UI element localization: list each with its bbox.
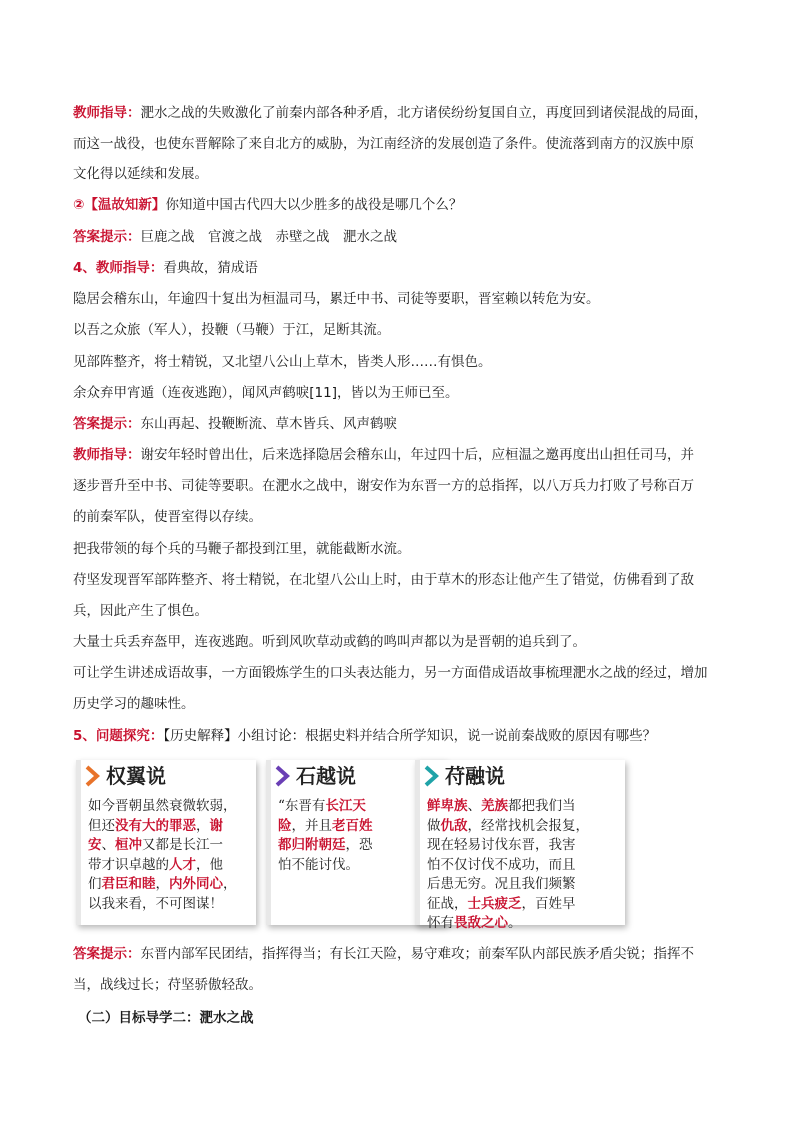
- card-line: [88, 875, 253, 895]
- teacher-guide-1-line3: [73, 164, 723, 184]
- card-highlight-text: 君臣和睦: [101, 876, 156, 892]
- review-label: ②【温故知新】: [73, 197, 166, 213]
- card-text: 但还: [88, 817, 115, 834]
- card-accent-bar: [76, 760, 81, 925]
- source-card-furong: [415, 760, 625, 931]
- teacher-guide-label: 教师指导：: [73, 105, 141, 121]
- card-highlight-text: 仇敌: [440, 817, 468, 834]
- section-4-label: 4、教师指导：: [73, 260, 164, 276]
- card-text: 。: [508, 915, 522, 931]
- card-line: [427, 817, 622, 837]
- card-text: ，经常找机会报复，: [467, 817, 589, 834]
- card-text: ，并且: [291, 817, 332, 834]
- card-line: [88, 836, 253, 856]
- card-text: 都把我们当: [508, 798, 576, 814]
- card-accent-bar: [266, 760, 271, 925]
- card-text: ，: [155, 876, 169, 892]
- card-body: [88, 797, 253, 914]
- card-line: [427, 836, 622, 856]
- chevron-right-icon: [423, 765, 441, 787]
- idiom-clue-3: 见部阵整齐，将士精锐，又北望八公山上草木，皆类人形……有惧色。: [73, 354, 492, 370]
- explanation-line-4: 大量士兵丢弃盔甲，连夜逃跑。听到风吹草动或鹤的鸣叫声都以为是晋朝的追兵到了。: [73, 634, 586, 650]
- paragraph-text: 文化得以延续和发展。: [73, 166, 208, 182]
- card-highlight-text: 险: [278, 817, 292, 834]
- answer-text: 巨鹿之战 官渡之战 赤壁之战 淝水之战: [140, 229, 397, 245]
- idiom-clue-1: 隐居会稽东山，年逾四十复出为桓温司马，累迁中书、司徒等要职，晋室赖以转危为安。: [73, 291, 600, 307]
- paragraph-text: 的前秦军队，使晋室得以存续。: [73, 509, 262, 525]
- card-highlight-text: 长江天: [325, 798, 366, 814]
- review-question: [73, 195, 723, 215]
- card-highlight-text: 内外同心: [169, 876, 223, 892]
- card-highlight-text: 桓冲: [115, 837, 142, 853]
- explanation-line-6: 历史学习的趣味性。: [73, 696, 195, 712]
- card-text: 现在轻易讨伐东晋，我害: [427, 837, 576, 853]
- card-text: 又都是长江一: [142, 837, 223, 853]
- card-text: ，: [196, 817, 210, 834]
- teacher-guide-label: 教师指导：: [73, 447, 141, 463]
- paragraph-text: 而这一战役，也使东晋解除了来自北方的威胁，为江南经济的发展创造了条件。使流落到南方的汉族中原: [73, 136, 694, 152]
- card-text: ，: [223, 876, 237, 892]
- card-title: 石越说: [296, 764, 356, 788]
- section-4-text: 看典故，猜成语: [163, 260, 258, 276]
- explanation-line-2: 苻坚发现晋军部阵整齐、将士精锐，在北望八公山上时，由于草木的形态让他产生了错觉，仿佛看到了敌: [73, 572, 694, 588]
- card-line: [88, 797, 253, 817]
- card-text: 们: [88, 876, 102, 892]
- card-line: [427, 914, 622, 934]
- card-highlight-text: 人才: [169, 856, 196, 873]
- teacher-guide-2-line3: [73, 507, 723, 527]
- answer-text: 东山再起、投鞭断流、草木皆兵、风声鹤唳: [140, 416, 397, 432]
- chevron-right-icon: [84, 765, 102, 787]
- card-text: “东晋有: [278, 798, 326, 814]
- card-line: [427, 856, 622, 876]
- card-title: 苻融说: [445, 764, 505, 788]
- card-text: 征战，: [427, 895, 468, 912]
- answer-hint-3-line1: [73, 944, 723, 964]
- card-line: [88, 817, 253, 837]
- section-5: [73, 726, 723, 746]
- card-title: 权翼说: [106, 764, 166, 788]
- goal-section-heading: （二）目标导学二：淝水之战: [78, 1010, 254, 1026]
- card-text: 、: [467, 798, 481, 814]
- answer-hint-3-line2: 当，战线过长；苻坚骄傲轻敌。: [73, 977, 262, 993]
- chevron-right-icon: [274, 765, 292, 787]
- paragraph-text: 逐步晋升至中书、司徒等要职。在淝水之战中，谢安作为东晋一方的总指挥，以八万兵力打败了号称百万: [73, 478, 694, 494]
- teacher-guide-2-line1: [73, 445, 723, 465]
- card-highlight-text: 都归附朝廷: [278, 837, 346, 853]
- card-accent-bar: [415, 760, 420, 925]
- section-4: [73, 258, 723, 278]
- paragraph-text: 淝水之战的失败激化了前秦内部各种矛盾，北方诸侯纷纷复国自立，再度回到诸侯混战的局面，: [140, 105, 708, 121]
- teacher-guide-1-line1: [73, 103, 723, 123]
- source-card-quanyi: [76, 760, 256, 925]
- card-text: 怕不仅讨伐不成功，而且: [427, 856, 576, 873]
- card-highlight-text: 畏敌之心: [454, 915, 508, 931]
- card-text: 带才识卓越的: [88, 856, 169, 873]
- card-body: [427, 797, 622, 934]
- card-highlight-text: 谢: [209, 817, 223, 834]
- explanation-line-5: 可让学生讲述成语故事，一方面锻炼学生的口头表达能力，另一方面借成语故事梳理淝水之战的经过，增加: [73, 665, 708, 681]
- card-line: [427, 797, 622, 817]
- explanation-line-3: 兵，因此产生了惧色。: [73, 603, 208, 619]
- paragraph-text: 谢安年轻时曾出仕，后来选择隐居会稽东山，年过四十后，应桓温之邀再度出山担任司马，并: [140, 447, 694, 463]
- idiom-clue-4: 余众弃甲宵遁（连夜逃跑），闻风声鹤唳[11]，皆以为王师已至。: [73, 385, 459, 401]
- card-line: [427, 875, 622, 895]
- card-text: 、: [101, 837, 115, 853]
- card-highlight-text: 安: [88, 837, 102, 853]
- card-line: [88, 856, 253, 876]
- answer-hint-1: [73, 227, 723, 247]
- card-text: 怀有: [427, 915, 454, 931]
- card-text: 如今晋朝虽然衰微软弱，: [88, 798, 237, 814]
- section-5-label: 5、问题探究：: [73, 728, 164, 744]
- section-5-text: 【历史解释】小组讨论：根据史料并结合所学知识，说一说前秦战败的原因有哪些？: [163, 728, 657, 744]
- explanation-line-1: 把我带领的每个兵的马鞭子都投到江里，就能截断水流。: [73, 541, 411, 557]
- card-highlight-text: 羌族: [481, 798, 508, 814]
- card-highlight-text: 鲜卑族: [427, 798, 468, 814]
- answer-text: 东晋内部军民团结，指挥得当；有长江天险，易守难攻；前秦军队内部民族矛盾尖锐；指挥不: [140, 946, 694, 962]
- card-highlight-text: 士兵疲乏: [467, 895, 522, 912]
- card-text: 怕不能讨伐。: [278, 856, 359, 873]
- answer-hint-2: [73, 414, 723, 434]
- card-text: 后患无穷。况且我们频繁: [427, 876, 576, 892]
- card-text: 以我来看，不可图谋！: [88, 895, 223, 912]
- idiom-clue-2: 以吾之众旅（军人），投鞭（马鞭）于江，足断其流。: [73, 322, 391, 338]
- card-highlight-text: 没有大的罪恶: [115, 817, 196, 834]
- answer-label: 答案提示：: [73, 229, 141, 245]
- card-highlight-text: 老百姓: [332, 817, 373, 834]
- question-text: 你知道中国古代四大以少胜多的战役是哪几个么？: [165, 197, 463, 213]
- card-line: [88, 895, 253, 915]
- teacher-guide-1-line2: [73, 134, 723, 154]
- card-text: ，恐: [345, 837, 373, 853]
- answer-label: 答案提示：: [73, 416, 141, 432]
- card-text: ，百姓早: [521, 895, 576, 912]
- card-line: [427, 895, 622, 915]
- card-text: 做: [427, 817, 441, 834]
- answer-label: 答案提示：: [73, 946, 141, 962]
- teacher-guide-2-line2: [73, 476, 723, 496]
- card-text: ，他: [196, 856, 223, 873]
